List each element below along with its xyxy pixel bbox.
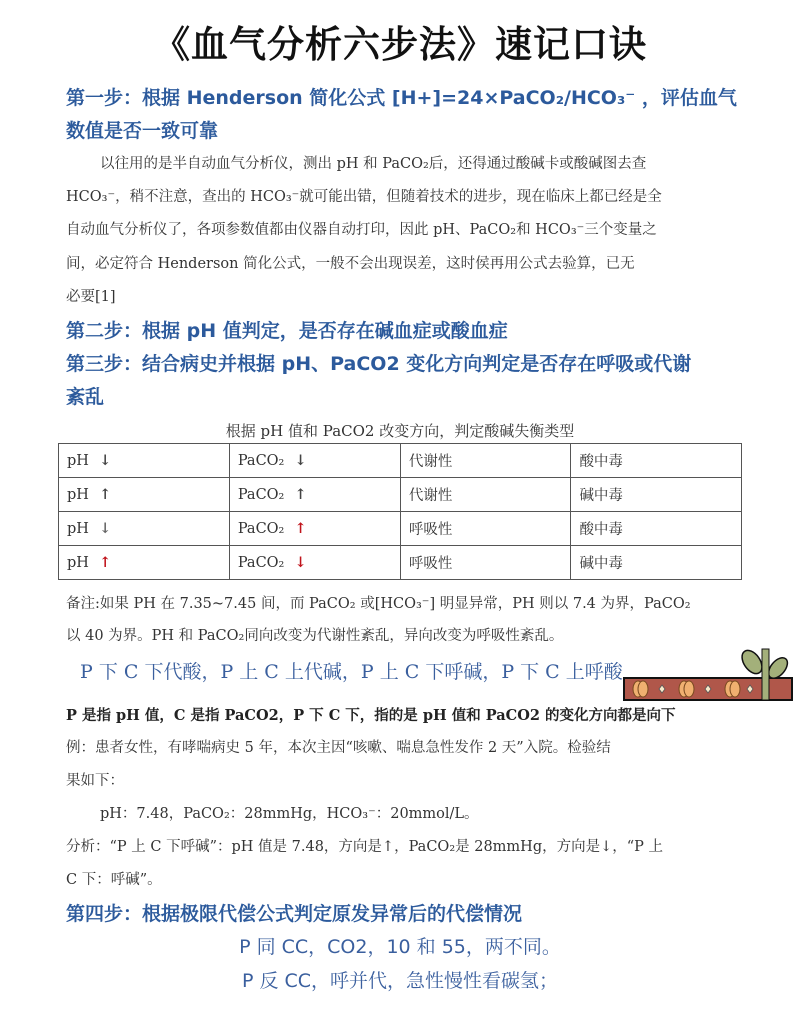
mnemonic: P 下 C 下代酸，P 上 C 上代碱，P 上 C 下呼碱，P 下 C 上呼酸 (80, 661, 623, 683)
paco2-cell (229, 546, 400, 580)
step1-heading-line2: 数值是否一致可靠 (66, 120, 219, 142)
rule-line: P 反 CC，呼并代，急性慢性看碳氢； (241, 970, 559, 992)
ph-label: pH (67, 555, 89, 571)
ph-arrow-icon: ↓ (98, 452, 112, 469)
paco2-label: PaCO₂ (237, 487, 285, 503)
paco2-label: PaCO₂ (237, 555, 285, 571)
ph-cell (59, 478, 230, 512)
ph-cell (59, 512, 230, 546)
ph-cell (59, 546, 230, 580)
table-row (59, 444, 742, 478)
note-line: 备注:如果 PH 在 7.35~7.45 间，而 PaCO₂ 或[HCO₃⁻] 明显异常，PH 则以 7.4 为界，PaCO₂ (66, 596, 691, 612)
page-title: 《血气分析六步法》速记口诀 (153, 23, 647, 66)
step3-heading-line2: 紊乱 (66, 386, 105, 408)
paragraph-line: 以往用的是半自动血气分析仪，测出 pH 和 PaCO₂后，还得通过酸碱卡或酸碱图去查 (100, 156, 647, 172)
paco2-label: PaCO₂ (237, 521, 285, 537)
table-row (59, 478, 742, 512)
note-line: 以 40 为界。PH 和 PaCO₂同向改变为代谢性紊乱，异向改变为呼吸性紊乱。 (66, 628, 564, 644)
paco2-cell (229, 478, 400, 512)
paco2-cell (229, 444, 400, 478)
type-cell: 呼吸性 (400, 546, 571, 580)
ph-label: pH (67, 487, 89, 503)
type-cell: 呼吸性 (400, 512, 571, 546)
paragraph-line: HCO₃⁻，稍不注意，查出的 HCO₃⁻就可能出错，但随着技术的进步，现在临床上都已经是全 (66, 189, 662, 205)
rule-line: P 同 CC，CO2，10 和 55，两不同。 (239, 936, 561, 958)
step1-heading-line1: 第一步：根据 Henderson 简化公式 [H+]=24×PaCO₂/HCO₃⁻ ，评估血气 (66, 87, 737, 109)
example-line: 果如下： (66, 773, 124, 789)
ph-cell (59, 444, 230, 478)
step2-heading: 第二步：根据 pH 值判定，是否存在碱血症或酸血症 (66, 320, 508, 342)
analysis-line: 分析：“P 上 C 下呼碱”：pH 值是 7.48，方向是↑，PaCO₂是 28mmHg，方向是↓，“P 上 (66, 839, 664, 855)
example-line: 例：患者女性，有哮喘病史 5 年，本次主因“咳嗽、喘息急性发作 2 天”入院。检验结 (66, 740, 611, 756)
ph-arrow-icon: ↑ (98, 554, 112, 571)
result-cell: 酸中毒 (571, 512, 742, 546)
definition-text: P 是指 pH 值，C 是指 PaCO2，P 下 C 下，指的是 pH 值和 PaCO2 的变化方向都是向下 (66, 707, 676, 724)
paragraph-line: 必要[1] (66, 289, 116, 305)
paco2-arrow-icon: ↑ (294, 486, 307, 503)
analysis-line: C 下：呼碱”。 (66, 872, 162, 888)
example-values: pH：7.48，PaCO₂：28mmHg，HCO₃⁻：20mmol/L。 (100, 806, 479, 822)
result-cell: 碱中毒 (571, 546, 742, 580)
step3-heading-line1: 第三步：结合病史并根据 pH、PaCO2 变化方向判定是否存在呼吸或代谢 (66, 353, 692, 375)
ph-arrow-icon: ↓ (98, 520, 112, 537)
ph-label: pH (67, 453, 89, 469)
acid-base-table (58, 443, 742, 580)
type-cell: 代谢性 (400, 478, 571, 512)
type-cell: 代谢性 (400, 444, 571, 478)
result-cell: 碱中毒 (571, 478, 742, 512)
ph-arrow-icon: ↑ (98, 486, 112, 503)
paragraph-line: 间，必定符合 Henderson 简化公式，一般不会出现误差，这时侯再用公式去验算，已无 (66, 256, 635, 272)
plant-sticker-icon (622, 648, 796, 702)
paragraph-line: 自动血气分析仪了，各项参数值都由仪器自动打印，因此 pH、PaCO₂和 HCO₃⁻三个变量之 (66, 222, 657, 238)
paco2-arrow-icon: ↑ (294, 520, 307, 537)
table-caption: 根据 pH 值和 PaCO2 改变方向，判定酸碱失衡类型 (225, 422, 575, 440)
step4-heading: 第四步：根据极限代偿公式判定原发异常后的代偿情况 (66, 903, 523, 925)
ph-label: pH (67, 521, 89, 537)
paco2-arrow-icon: ↓ (294, 554, 307, 571)
result-cell: 酸中毒 (571, 444, 742, 478)
paco2-label: PaCO₂ (237, 453, 285, 469)
table-row (59, 546, 742, 580)
paco2-cell (229, 512, 400, 546)
table-row (59, 512, 742, 546)
paco2-arrow-icon: ↓ (294, 452, 307, 469)
